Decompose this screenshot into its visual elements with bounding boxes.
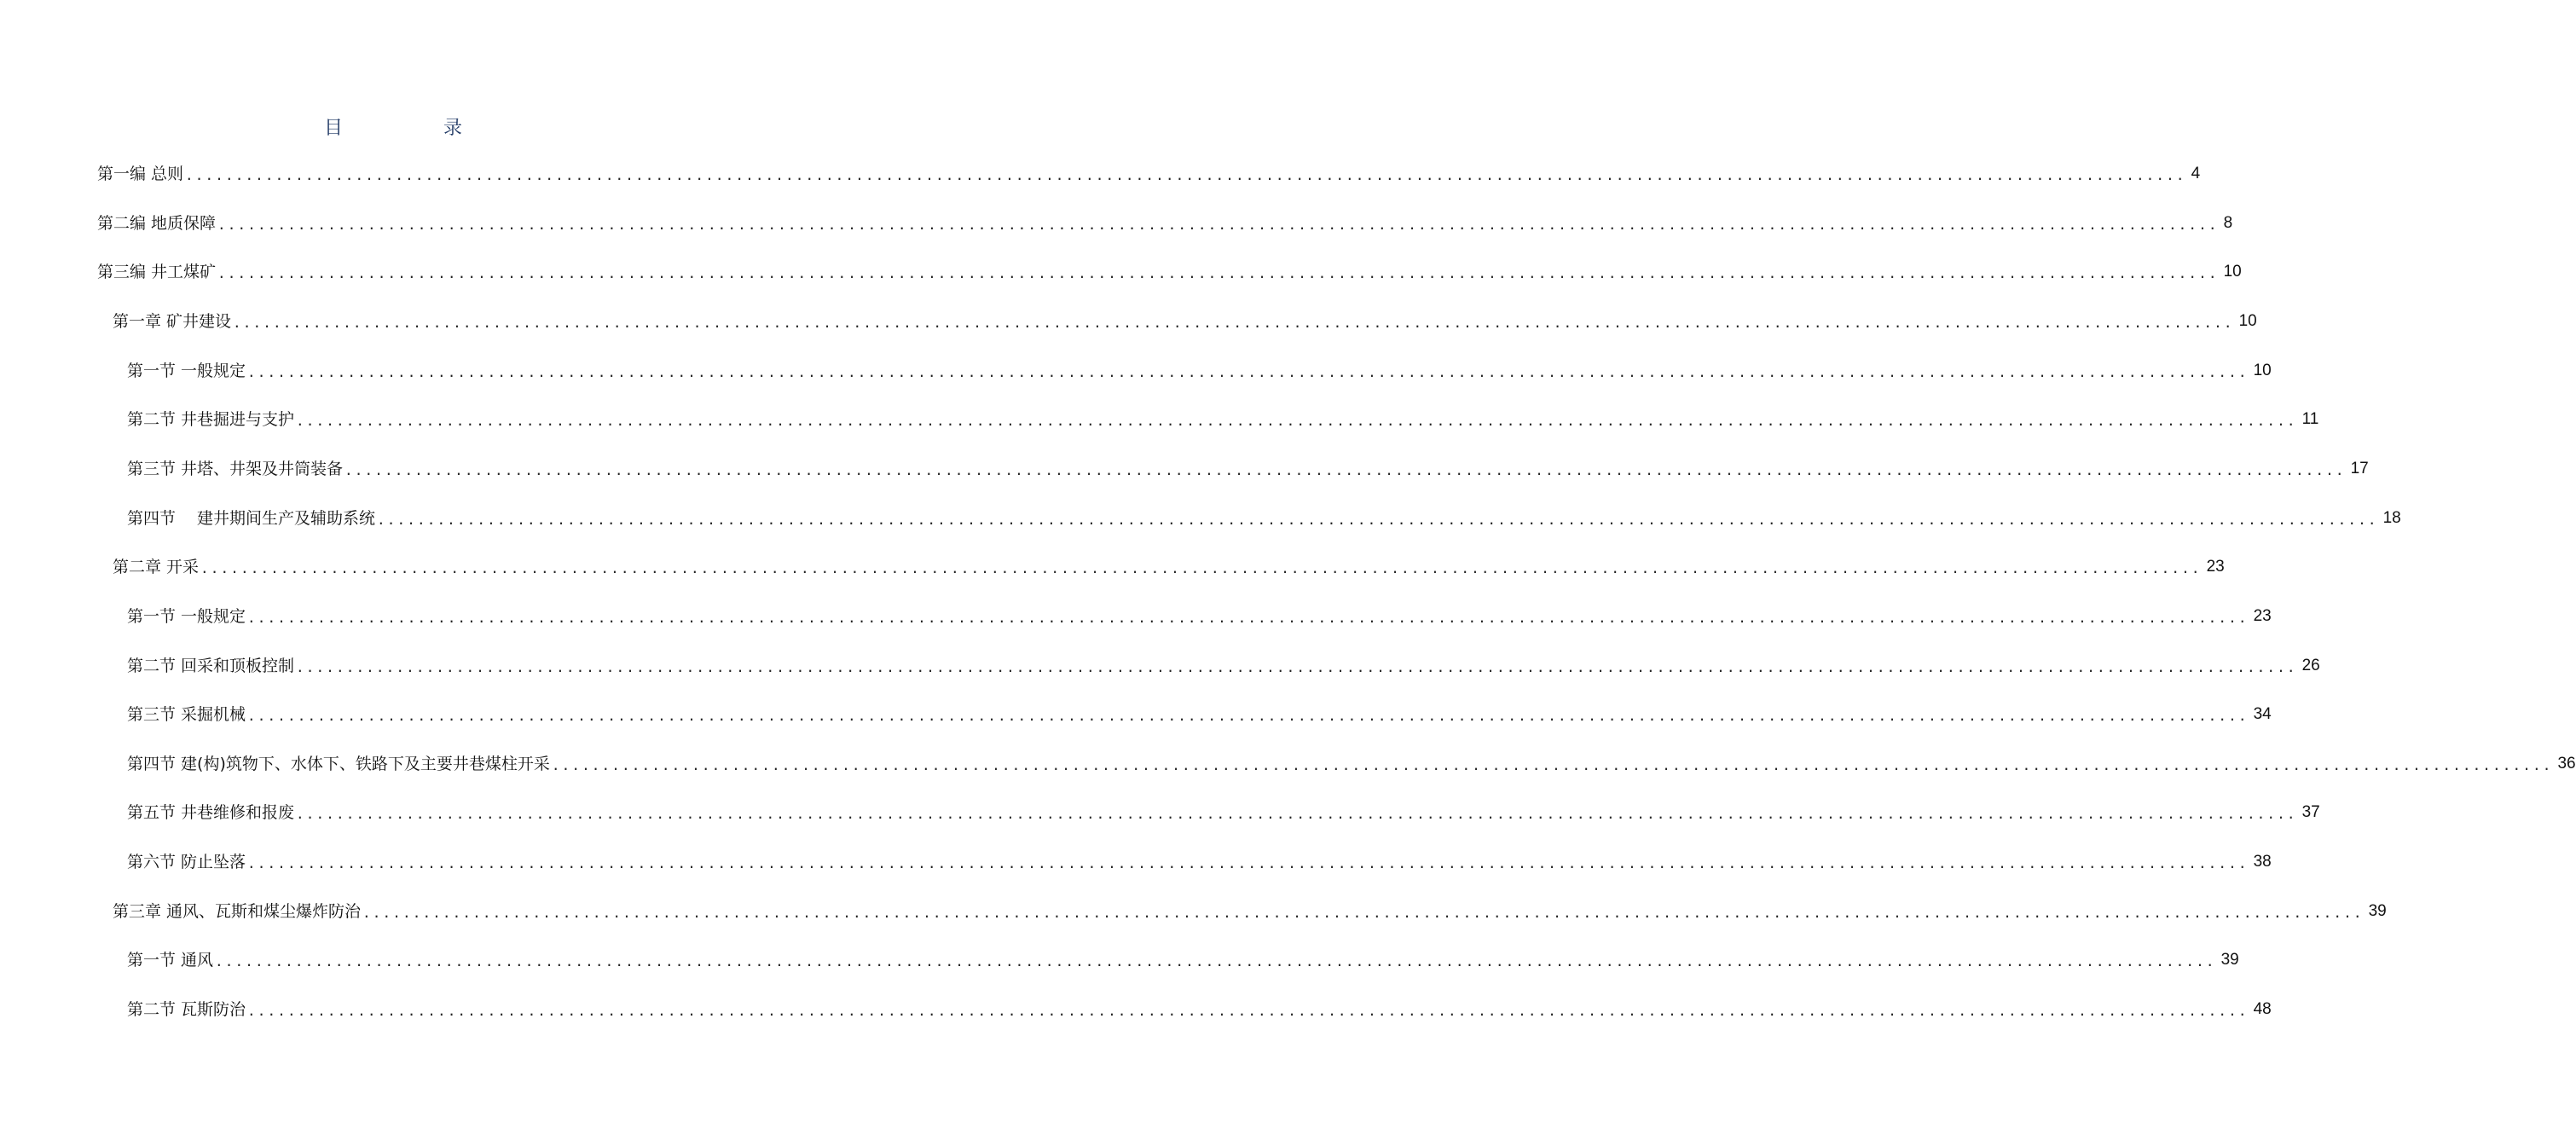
- toc-title: 目 录: [323, 118, 503, 139]
- toc-entry-label: 第五节 井巷维修和报废: [127, 803, 295, 823]
- toc-entry[interactable]: [127, 798, 2320, 827]
- toc-entry[interactable]: [127, 995, 2272, 1024]
- toc-entry-label: 第四节 建(构)筑物下、水体下、铁路下及主要井巷煤柱开采: [127, 754, 550, 773]
- toc-dot-leader: ........................................................................................................................................................................................................: [296, 658, 2297, 675]
- toc-entry-label: 第三章 通风、瓦斯和煤尘爆炸防治: [113, 901, 362, 921]
- toc-entry-page-number: 37: [2301, 803, 2320, 822]
- toc-entry[interactable]: [97, 258, 2242, 286]
- toc-entry[interactable]: [97, 209, 2233, 238]
- toc-entry[interactable]: [127, 405, 2319, 434]
- toc-dot-leader: ........................................................................................................................................................................................................: [200, 560, 2202, 577]
- toc-entry-label: 第四节 建井期间生产及辅助系统: [127, 508, 376, 528]
- toc-dot-leader: ........................................................................................................................................................................................................: [217, 265, 2219, 282]
- toc-entry[interactable]: [97, 159, 2201, 188]
- toc-entry-page-number: 18: [2382, 508, 2401, 527]
- toc-dot-leader: ........................................................................................................................................................................................................: [217, 216, 2219, 233]
- toc-entry-page-number: 48: [2253, 1000, 2272, 1019]
- toc-entry[interactable]: [127, 651, 2320, 680]
- toc-entry-page-number: 10: [2223, 263, 2242, 281]
- toc-entry[interactable]: [113, 307, 2257, 336]
- toc-entry-page-number: 34: [2253, 705, 2272, 724]
- toc-entry-page-number: 8: [2223, 213, 2233, 232]
- toc-entry-page-number: 17: [2350, 459, 2369, 478]
- toc-dot-leader: ........................................................................................................................................................................................................: [233, 314, 2234, 331]
- toc-dot-leader: ........................................................................................................................................................................................................: [344, 461, 2346, 478]
- toc-entry[interactable]: [127, 946, 2239, 975]
- toc-entry-page-number: 11: [2301, 410, 2319, 429]
- toc-entry-label: 第一节 一般规定: [127, 361, 246, 380]
- toc-entry[interactable]: [113, 897, 2387, 926]
- toc-entry-label: 第一章 矿井建设: [113, 311, 232, 331]
- toc-entry-page-number: 39: [2368, 901, 2387, 920]
- toc-entry-page-number: 26: [2301, 656, 2320, 674]
- toc-entry-label: 第二节 井巷掘进与支护: [127, 410, 295, 430]
- toc-dot-leader: ........................................................................................................................................................................................................: [247, 708, 2249, 725]
- toc-dot-leader: ........................................................................................................................................................................................................: [296, 806, 2297, 823]
- toc-dot-leader: ........................................................................................................................................................................................................: [215, 953, 2216, 970]
- toc-dot-leader: ........................................................................................................................................................................................................: [185, 167, 2186, 183]
- toc-entry[interactable]: [127, 848, 2272, 877]
- toc-entry-label: 第二节 瓦斯防治: [127, 1000, 246, 1020]
- toc-entry-page-number: 10: [2253, 361, 2272, 379]
- toc-dot-leader: ........................................................................................................................................................................................................: [247, 609, 2249, 626]
- toc-entry-page-number: 38: [2253, 853, 2272, 871]
- toc-entry-page-number: 23: [2206, 558, 2225, 576]
- toc-entry-page-number: 4: [2191, 165, 2201, 182]
- toc-entry-label: 第三编 井工煤矿: [97, 263, 217, 282]
- toc-entry-label: 第三节 井塔、井架及井筒装备: [127, 459, 344, 478]
- toc-entry-page-number: 39: [2220, 951, 2239, 969]
- toc-entry-label: 第一编 总则: [97, 165, 184, 183]
- toc-entry-label: 第二章 开采: [113, 558, 200, 577]
- toc-entry[interactable]: [127, 700, 2272, 729]
- toc-entry[interactable]: [127, 750, 2576, 778]
- toc-dot-leader: ........................................................................................................................................................................................................: [247, 363, 2249, 380]
- toc-dot-leader: ........................................................................................................................................................................................................: [247, 855, 2249, 872]
- toc-dot-leader: ........................................................................................................................................................................................................: [551, 756, 2553, 773]
- toc-entry-label: 第一节 通风: [127, 951, 214, 970]
- toc-entry-page-number: 23: [2253, 606, 2272, 625]
- toc-entry[interactable]: [127, 602, 2272, 631]
- toc-entry-label: 第一节 一般规定: [127, 606, 246, 626]
- toc-entry-label: 第二编 地质保障: [97, 213, 217, 233]
- toc-dot-leader: ........................................................................................................................................................................................................: [377, 511, 2378, 528]
- toc-dot-leader: ........................................................................................................................................................................................................: [247, 1003, 2249, 1020]
- toc-entry-label: 第二节 回采和顶板控制: [127, 656, 295, 675]
- toc-entry[interactable]: [127, 454, 2369, 483]
- toc-entry[interactable]: [113, 553, 2225, 582]
- toc-entry[interactable]: [127, 504, 2401, 533]
- toc-entry-page-number: 10: [2238, 311, 2257, 330]
- toc-entry-label: 第三节 采掘机械: [127, 705, 246, 725]
- toc-entry-label: 第六节 防止坠落: [127, 853, 246, 872]
- toc-dot-leader: ........................................................................................................................................................................................................: [296, 413, 2297, 430]
- toc-entry-page-number: 36: [2557, 754, 2576, 773]
- toc-dot-leader: ........................................................................................................................................................................................................: [362, 904, 2364, 921]
- toc-entry[interactable]: [127, 356, 2272, 385]
